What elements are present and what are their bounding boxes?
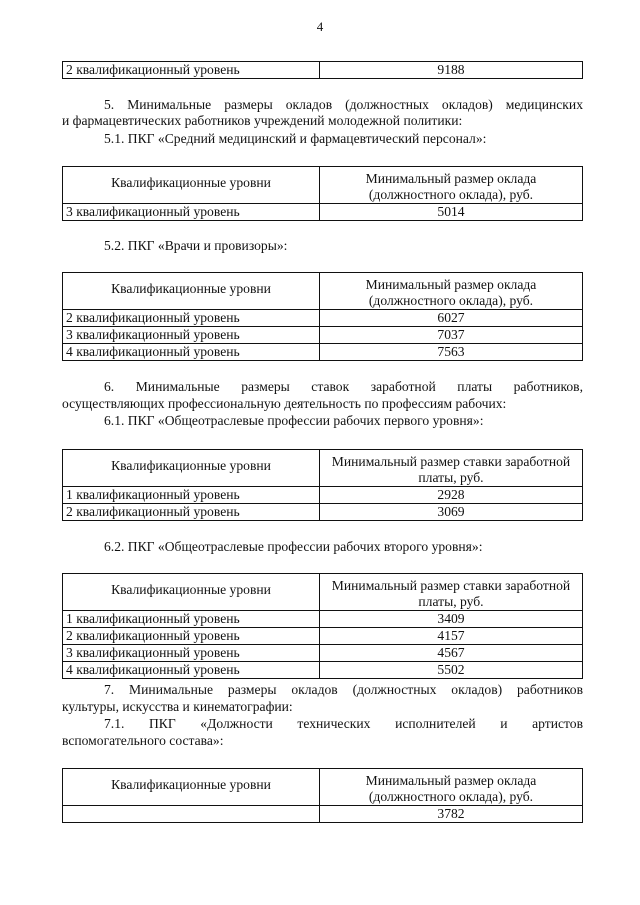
section5-2-title: 5.2. ПКГ «Врачи и провизоры»: <box>104 238 288 253</box>
table-7-1 <box>62 768 583 823</box>
section7-1-title-line2: вспомогательного состава»: <box>62 733 224 748</box>
header-levels: Квалификационные уровни <box>63 450 320 487</box>
level-cell: 3 квалификационный уровень <box>63 327 320 344</box>
table-row <box>63 204 583 221</box>
header-salary: Минимальный размер оклада (должностного оклада), руб. <box>320 769 583 806</box>
table-header-row <box>63 167 583 204</box>
value-cell: 5502 <box>320 662 583 679</box>
section5-heading-line1: 5. Минимальные размеры окладов (должностных окладов) медицинских <box>104 97 583 112</box>
page-number: 4 <box>316 19 324 34</box>
table-row <box>63 611 583 628</box>
level-cell: 2 квалификационный уровень <box>63 310 320 327</box>
level-cell: 4 квалификационный уровень <box>63 344 320 361</box>
header-salary: Минимальный размер оклада (должностного оклада), руб. <box>320 273 583 310</box>
level-cell: 2 квалификационный уровень <box>63 62 320 79</box>
section6-1-title: 6.1. ПКГ «Общеотраслевые профессии рабочих первого уровня»: <box>104 413 484 428</box>
table-row <box>63 310 583 327</box>
section6-2-title: 6.2. ПКГ «Общеотраслевые профессии рабочих второго уровня»: <box>104 539 483 554</box>
header-salary: Минимальный размер оклада (должностного оклада), руб. <box>320 167 583 204</box>
table-row <box>63 645 583 662</box>
header-salary: Минимальный размер ставки заработной платы, руб. <box>320 574 583 611</box>
value-cell: 6027 <box>320 310 583 327</box>
top-salary-table <box>62 61 583 79</box>
level-cell: 3 квалификационный уровень <box>63 645 320 662</box>
level-cell: 2 квалификационный уровень <box>63 504 320 521</box>
table-row <box>63 344 583 361</box>
level-cell: 4 квалификационный уровень <box>63 662 320 679</box>
table-row <box>63 62 583 79</box>
table-header-row <box>63 769 583 806</box>
table-6-1 <box>62 449 583 521</box>
header-salary: Минимальный размер ставки заработной платы, руб. <box>320 450 583 487</box>
level-cell: 1 квалификационный уровень <box>63 611 320 628</box>
table-header-row <box>63 450 583 487</box>
level-cell: 3 квалификационный уровень <box>63 204 320 221</box>
header-levels: Квалификационные уровни <box>63 273 320 310</box>
table-row <box>63 487 583 504</box>
table-5-1 <box>62 166 583 221</box>
section7-heading-line1: 7. Минимальные размеры окладов (должностных окладов) работников <box>104 682 583 697</box>
table-row <box>63 628 583 645</box>
value-cell: 3069 <box>320 504 583 521</box>
value-cell: 9188 <box>320 62 583 79</box>
section5-1-title: 5.1. ПКГ «Средний медицинский и фармацевтический персонал»: <box>104 131 487 146</box>
level-cell: 2 квалификационный уровень <box>63 628 320 645</box>
value-cell: 4567 <box>320 645 583 662</box>
value-cell: 7037 <box>320 327 583 344</box>
table-row <box>63 662 583 679</box>
section7-1-title-line1: 7.1. ПКГ «Должности технических исполнителей и артистов <box>104 716 583 731</box>
value-cell: 3409 <box>320 611 583 628</box>
header-levels: Квалификационные уровни <box>63 769 320 806</box>
table-row <box>63 806 583 823</box>
table-header-row <box>63 574 583 611</box>
table-row <box>63 327 583 344</box>
section6-heading-line1: 6. Минимальные размеры ставок заработной платы работников, <box>104 379 583 394</box>
level-cell <box>63 806 320 823</box>
table-5-2 <box>62 272 583 361</box>
table-header-row <box>63 273 583 310</box>
table-6-2 <box>62 573 583 679</box>
value-cell: 3782 <box>320 806 583 823</box>
section7-heading-line2: культуры, искусства и кинематографии: <box>62 699 293 714</box>
value-cell: 7563 <box>320 344 583 361</box>
section5-heading-line2: и фармацевтических работников учреждений молодежной политики: <box>62 113 463 128</box>
header-levels: Квалификационные уровни <box>63 574 320 611</box>
table-row <box>63 504 583 521</box>
value-cell: 2928 <box>320 487 583 504</box>
header-levels: Квалификационные уровни <box>63 167 320 204</box>
level-cell: 1 квалификационный уровень <box>63 487 320 504</box>
value-cell: 5014 <box>320 204 583 221</box>
value-cell: 4157 <box>320 628 583 645</box>
section6-heading-line2: осуществляющих профессиональную деятельность по профессиям рабочих: <box>62 396 507 411</box>
